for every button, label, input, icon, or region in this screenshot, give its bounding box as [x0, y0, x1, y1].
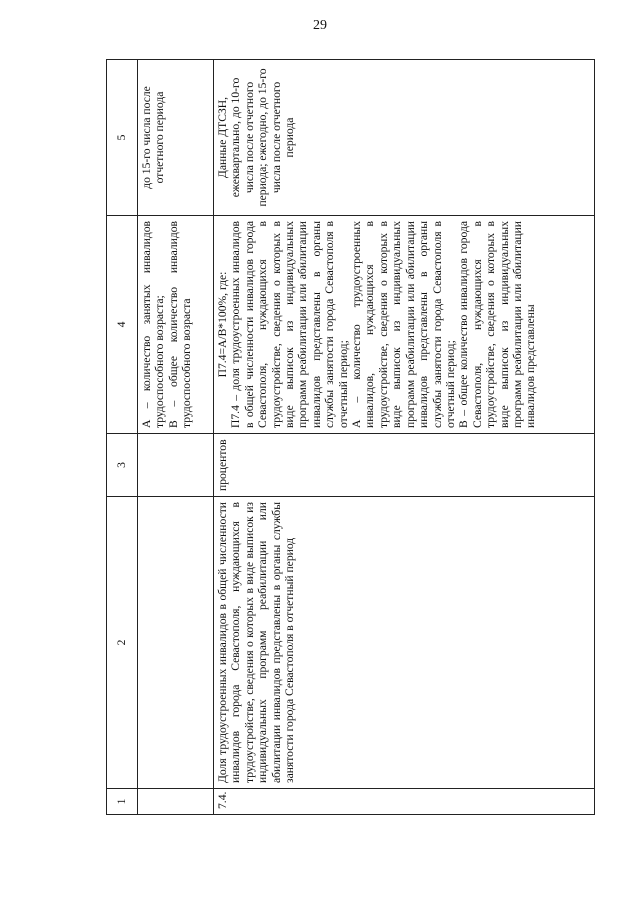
prev-method-line-b: В – общее количество инвалидов трудоспособного возраста	[166, 221, 194, 428]
method-cell	[214, 216, 595, 434]
indicator-name-cell: Доля трудоустроенных инвалидов в общей численности инвалидов города Севастополя, нуждающихся в трудоустройстве, сведения о которых в виде выписок из индивидуальных программ реабилитации или абилитации инвалидов представлены в органы службы занятости города Севастополя в отчетный период	[214, 497, 595, 789]
formula: П7.4=А/В*100%, где:	[216, 271, 229, 378]
table-row-prev	[138, 60, 214, 815]
unit-cell: процентов	[214, 434, 595, 497]
prev-method-cell	[138, 216, 214, 434]
header-cell-3: 3	[107, 434, 138, 497]
prev-unit-cell	[138, 434, 214, 497]
rotated-table-inner	[106, 60, 593, 815]
prev-method-line-a: А – количество занятых инвалидов трудоспособного возраста;	[140, 221, 167, 428]
method-def-p: П7.4 – доля трудоустроенных инвалидов в общей численности инвалидов города Севастополя, нуждающихся в трудоустройстве, сведения о которых в виде выписок из индивидуальных программ реабилитации или абилитации инвалидов представлены в органы службы занятости города Севастополя в отчетный период;	[229, 221, 350, 428]
method-def-a: А – количество трудоустроенных инвалидов, нуждающихся в трудоустройстве, сведения о которых в виде выписок из индивидуальных программ реабилитации или абилитации инвалидов представлены в органы службы занятости города Севастополя в отчетный период;	[350, 221, 457, 428]
header-cell-2: 2	[107, 497, 138, 789]
prev-name-cell	[138, 497, 214, 789]
indicators-table	[106, 59, 595, 815]
header-cell-4: 4	[107, 216, 138, 434]
page-number: 29	[313, 18, 327, 33]
header-cell-1: 1	[107, 789, 138, 815]
table-row-7-4	[214, 60, 595, 815]
method-def-b: В – общее количество инвалидов города Севастополя, нуждающихся в трудоустройстве, сведения о которых в виде выписок из индивидуальных программ реабилитации или абилитации инвалидов представлены	[457, 221, 538, 428]
rotated-table-wrapper	[106, 60, 593, 815]
header-row	[107, 60, 138, 815]
prev-source-cell: до 15-го числа после отчетного периода	[138, 60, 214, 216]
header-cell-5: 5	[107, 60, 138, 216]
source-cell: Данные ДТСЗН, ежеквартально, до 10-го числа после отчетного периода; ежегодно, до 15-го числа после отчетного периода	[214, 60, 595, 216]
row-num-cell: 7.4.	[214, 789, 595, 815]
prev-num-cell	[138, 789, 214, 815]
